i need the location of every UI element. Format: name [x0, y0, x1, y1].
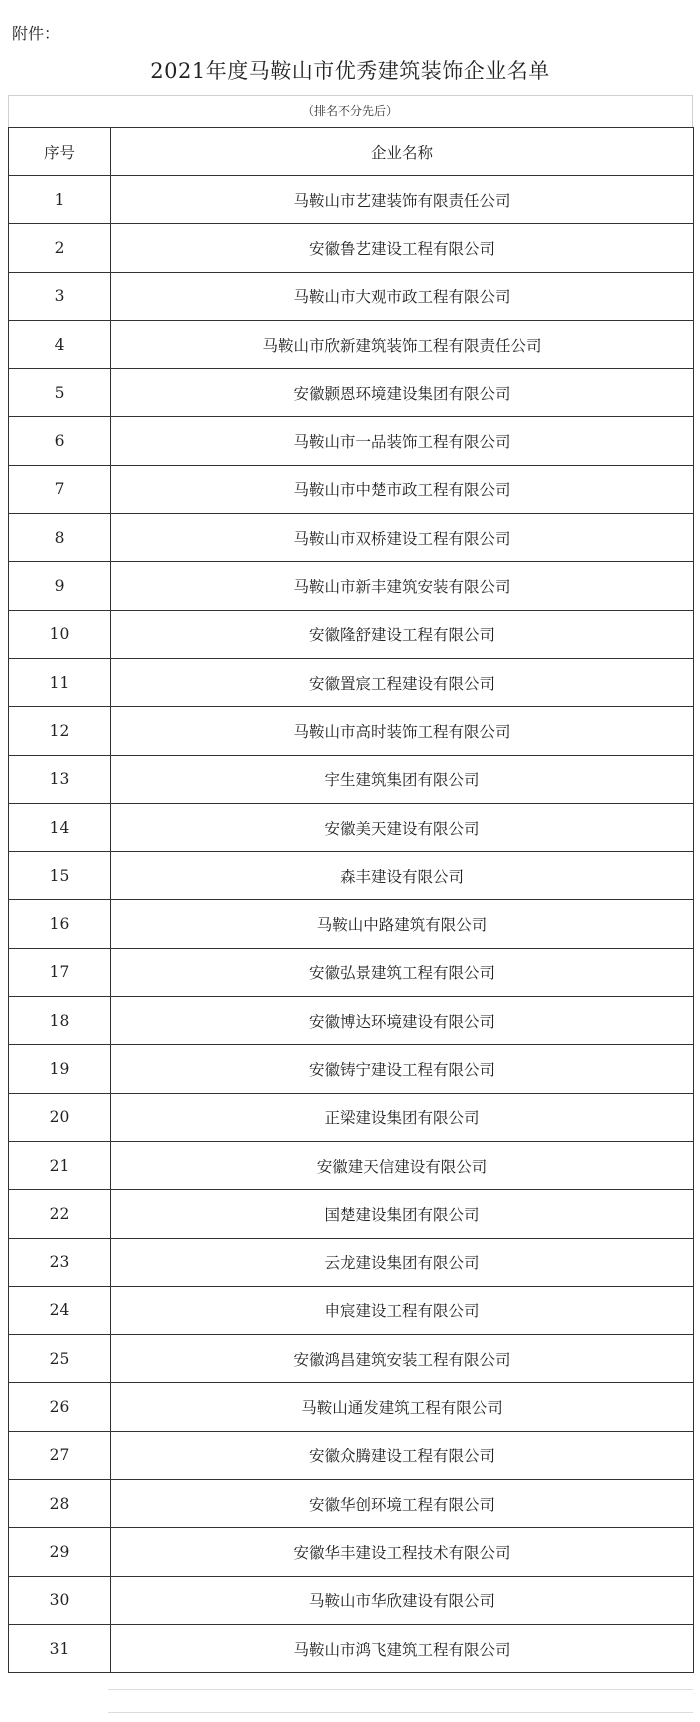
table-row — [9, 465, 694, 513]
serial-number-cell: 25 — [9, 1335, 111, 1383]
table-row — [9, 707, 694, 755]
company-name-cell: 安徽隆舒建设工程有限公司 — [111, 610, 694, 658]
serial-number-cell: 11 — [9, 658, 111, 706]
table-row — [9, 1238, 694, 1286]
table-row — [9, 1093, 694, 1141]
table-row — [9, 176, 694, 224]
serial-number-cell: 28 — [9, 1480, 111, 1528]
serial-number-cell: 30 — [9, 1576, 111, 1624]
table-row — [9, 1383, 694, 1431]
table-row — [9, 1480, 694, 1528]
company-name-cell: 正梁建设集团有限公司 — [111, 1093, 694, 1141]
company-name-cell: 云龙建设集团有限公司 — [111, 1238, 694, 1286]
table-row — [9, 1286, 694, 1334]
company-name-cell: 安徽建天信建设有限公司 — [111, 1141, 694, 1189]
table-row — [9, 755, 694, 803]
company-name-cell: 安徽博达环境建设有限公司 — [111, 997, 694, 1045]
company-name-cell: 安徽铸宁建设工程有限公司 — [111, 1045, 694, 1093]
serial-number-cell: 2 — [9, 224, 111, 272]
table-row — [9, 997, 694, 1045]
company-name-cell: 安徽弘景建筑工程有限公司 — [111, 948, 694, 996]
company-name-cell: 申宸建设工程有限公司 — [111, 1286, 694, 1334]
table-row — [9, 224, 694, 272]
company-name-cell: 马鞍山市高时装饰工程有限公司 — [111, 707, 694, 755]
company-name-cell: 马鞍山通发建筑工程有限公司 — [111, 1383, 694, 1431]
table-row — [9, 610, 694, 658]
company-name-cell: 宇生建筑集团有限公司 — [111, 755, 694, 803]
serial-number-cell: 7 — [9, 465, 111, 513]
serial-number-cell: 3 — [9, 272, 111, 320]
document-title: 2021年度马鞍山市优秀建筑装饰企业名单 — [150, 59, 550, 83]
table-row — [9, 1335, 694, 1383]
serial-number-cell: 29 — [9, 1528, 111, 1576]
serial-number-cell: 31 — [9, 1624, 111, 1672]
table-row — [9, 1528, 694, 1576]
table-row — [9, 1624, 694, 1672]
table-row — [9, 272, 694, 320]
footer-divider — [108, 1712, 693, 1713]
table-row — [9, 369, 694, 417]
serial-number-cell: 15 — [9, 852, 111, 900]
company-name-cell: 马鞍山市大观市政工程有限公司 — [111, 272, 694, 320]
serial-number-cell: 26 — [9, 1383, 111, 1431]
serial-number-cell: 5 — [9, 369, 111, 417]
title-divider — [8, 95, 692, 96]
table-row — [9, 1576, 694, 1624]
company-name-cell: 马鞍山市华欣建设有限公司 — [111, 1576, 694, 1624]
company-list-table — [8, 127, 694, 1673]
company-name-cell: 马鞍山市一品装饰工程有限公司 — [111, 417, 694, 465]
serial-number-cell: 14 — [9, 803, 111, 851]
serial-number-cell: 10 — [9, 610, 111, 658]
table-row — [9, 1190, 694, 1238]
table-row — [9, 1141, 694, 1189]
header-serial-number: 序号 — [9, 128, 111, 176]
company-name-cell: 安徽鲁艺建设工程有限公司 — [111, 224, 694, 272]
company-name-cell: 马鞍山市艺建装饰有限责任公司 — [111, 176, 694, 224]
serial-number-cell: 19 — [9, 1045, 111, 1093]
table-row — [9, 562, 694, 610]
serial-number-cell: 17 — [9, 948, 111, 996]
company-name-cell: 森丰建设有限公司 — [111, 852, 694, 900]
footer-divider — [108, 1689, 693, 1690]
company-name-cell: 马鞍山市双桥建设工程有限公司 — [111, 514, 694, 562]
serial-number-cell: 27 — [9, 1431, 111, 1479]
serial-number-cell: 16 — [9, 900, 111, 948]
table-body — [9, 176, 694, 1673]
company-name-cell: 马鞍山市新丰建筑安装有限公司 — [111, 562, 694, 610]
attachment-label: 附件： — [12, 24, 61, 43]
table-row — [9, 852, 694, 900]
company-name-cell: 安徽华丰建设工程技术有限公司 — [111, 1528, 694, 1576]
serial-number-cell: 24 — [9, 1286, 111, 1334]
table-row — [9, 514, 694, 562]
company-name-cell: 安徽鸿昌建筑安装工程有限公司 — [111, 1335, 694, 1383]
table-row — [9, 1045, 694, 1093]
serial-number-cell: 12 — [9, 707, 111, 755]
serial-number-cell: 18 — [9, 997, 111, 1045]
serial-number-cell: 8 — [9, 514, 111, 562]
company-name-cell: 国楚建设集团有限公司 — [111, 1190, 694, 1238]
serial-number-cell: 21 — [9, 1141, 111, 1189]
company-name-cell: 马鞍山市鸿飞建筑工程有限公司 — [111, 1624, 694, 1672]
company-name-cell: 马鞍山市欣新建筑装饰工程有限责任公司 — [111, 320, 694, 368]
serial-number-cell: 6 — [9, 417, 111, 465]
serial-number-cell: 13 — [9, 755, 111, 803]
serial-number-cell: 20 — [9, 1093, 111, 1141]
serial-number-cell: 4 — [9, 320, 111, 368]
table-row — [9, 658, 694, 706]
table-row — [9, 948, 694, 996]
serial-number-cell: 22 — [9, 1190, 111, 1238]
serial-number-cell: 23 — [9, 1238, 111, 1286]
table-header-row — [9, 128, 694, 176]
company-name-cell: 马鞍山中路建筑有限公司 — [111, 900, 694, 948]
company-name-cell: 安徽颢恩环境建设集团有限公司 — [111, 369, 694, 417]
serial-number-cell: 9 — [9, 562, 111, 610]
table-row — [9, 1431, 694, 1479]
company-name-cell: 安徽置宸工程建设有限公司 — [111, 658, 694, 706]
header-company-name: 企业名称 — [111, 128, 694, 176]
document-subtitle: （排名不分先后） — [301, 104, 398, 118]
table-row — [9, 417, 694, 465]
table-row — [9, 900, 694, 948]
company-name-cell: 安徽华创环境工程有限公司 — [111, 1480, 694, 1528]
serial-number-cell: 1 — [9, 176, 111, 224]
company-name-cell: 安徽美天建设有限公司 — [111, 803, 694, 851]
company-name-cell: 安徽众腾建设工程有限公司 — [111, 1431, 694, 1479]
table-row — [9, 320, 694, 368]
company-name-cell: 马鞍山市中楚市政工程有限公司 — [111, 465, 694, 513]
table-row — [9, 803, 694, 851]
